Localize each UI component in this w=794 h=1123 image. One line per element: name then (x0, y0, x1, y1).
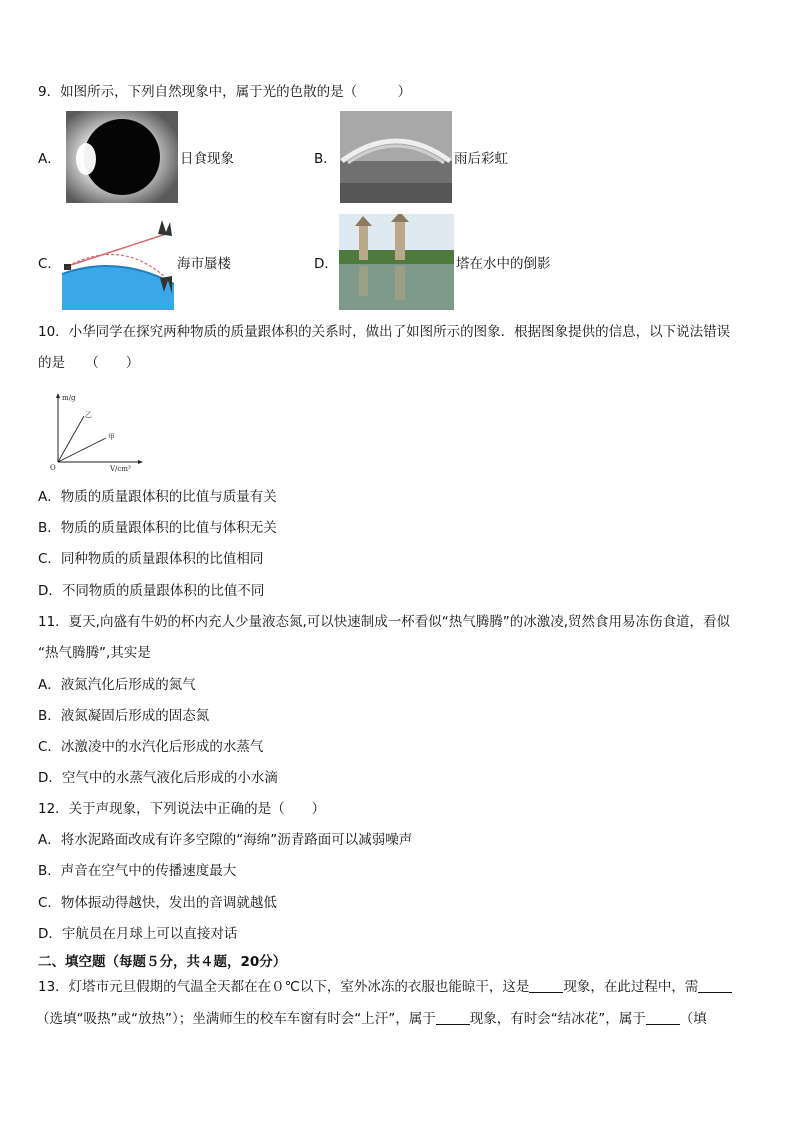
q10-option-c: C．同种物质的质量跟体积的比值相同 (38, 551, 264, 567)
graph-ylabel: m/g (62, 394, 76, 402)
q12-stem: 12．关于声现象，下列说法中正确的是（ ） (38, 801, 326, 817)
mirage-diagram (62, 214, 174, 310)
q13-line2-part-c: （填 (679, 1011, 707, 1027)
q11-option-b: B．液氮凝固后形成的固态氮 (38, 708, 210, 724)
q11-stem-line2: “热气腾腾”,其实是 (38, 645, 151, 661)
q13-blank-2[interactable] (698, 978, 732, 993)
section2-heading: 二、填空题（每题５分，共４题，20分） (38, 954, 287, 970)
q11-option-c: C．冰激凌中的水汽化后形成的水蒸气 (38, 739, 264, 755)
q13-line1 (38, 978, 732, 996)
q9-option-c-text: 海市蜃楼 (177, 256, 231, 272)
q10-option-b: B．物质的质量跟体积的比值与体积无关 (38, 520, 277, 536)
q11-option-d: D．空气中的水蒸气液化后形成的小水滴 (38, 770, 278, 786)
q13-line2-part-a: （选填“吸热”或“放热”）；坐满师生的校车车窗有时会“上汗”，属于 (36, 1011, 436, 1027)
q13-blank-3[interactable] (436, 1010, 470, 1025)
q9-stem: 9．如图所示，下列自然现象中，属于光的色散的是（ ） (38, 84, 412, 100)
mass-volume-graph (48, 390, 148, 472)
solar-eclipse-photo (66, 111, 178, 203)
q9-option-b-text: 雨后彩虹 (454, 151, 508, 167)
q10-option-a: A．物质的质量跟体积的比值与质量有关 (38, 489, 277, 505)
q10-stem-line1: 10．小华同学在探究两种物质的质量跟体积的关系时，做出了如图所示的图象．根据图象提供的信息，以下说法错误 (38, 324, 731, 340)
q10-stem-line2: 的是 （ ） (38, 355, 140, 371)
q12-option-a: A．将水泥路面改成有许多空隙的“海绵”沥青路面可以减弱噪声 (38, 832, 413, 848)
q10-option-d: D．不同物质的质量跟体积的比值不同 (38, 583, 265, 599)
graph-line-yi-label: 乙 (85, 411, 92, 419)
q9-option-a-text: 日食现象 (180, 151, 234, 167)
pagoda-reflection-photo (339, 214, 454, 310)
q9-option-c-letter: C． (38, 256, 61, 272)
q11-option-a: A．液氮汽化后形成的氮气 (38, 677, 196, 693)
graph-line-jia-label: 甲 (108, 433, 115, 441)
q11-stem-line1: 11．夏天,向盛有牛奶的杯内充人少量液态氮,可以快速制成一杯看似“热气腾腾”的冰激凌,贸然食用易冻伤食道，看似 (38, 614, 731, 630)
graph-origin: O (50, 464, 56, 472)
q9-option-d-text: 塔在水中的倒影 (456, 256, 551, 272)
q13-line1-part-a: 13．灯塔市元旦假期的气温全天都在在０℃以下，室外冰冻的衣服也能晾干，这是 (38, 979, 530, 995)
rainbow-photo (340, 111, 452, 203)
q9-option-b-letter: B． (314, 151, 337, 167)
q12-option-b: B．声音在空气中的传播速度最大 (38, 863, 237, 879)
q13-blank-1[interactable] (529, 978, 563, 993)
graph-xlabel: V/cm³ (110, 465, 131, 472)
q13-blank-4[interactable] (646, 1010, 680, 1025)
q13-line2 (36, 1010, 707, 1028)
q12-option-d: D．宇航员在月球上可以直接对话 (38, 926, 238, 942)
q13-line1-part-b: 现象，在此过程中，需 (563, 979, 699, 995)
q9-option-a-letter: A． (38, 151, 61, 167)
q13-line2-part-b: 现象，有时会“结冰花”，属于 (469, 1011, 646, 1027)
q12-option-c: C．物体振动得越快，发出的音调就越低 (38, 895, 277, 911)
q9-option-d-letter: D． (314, 256, 338, 272)
